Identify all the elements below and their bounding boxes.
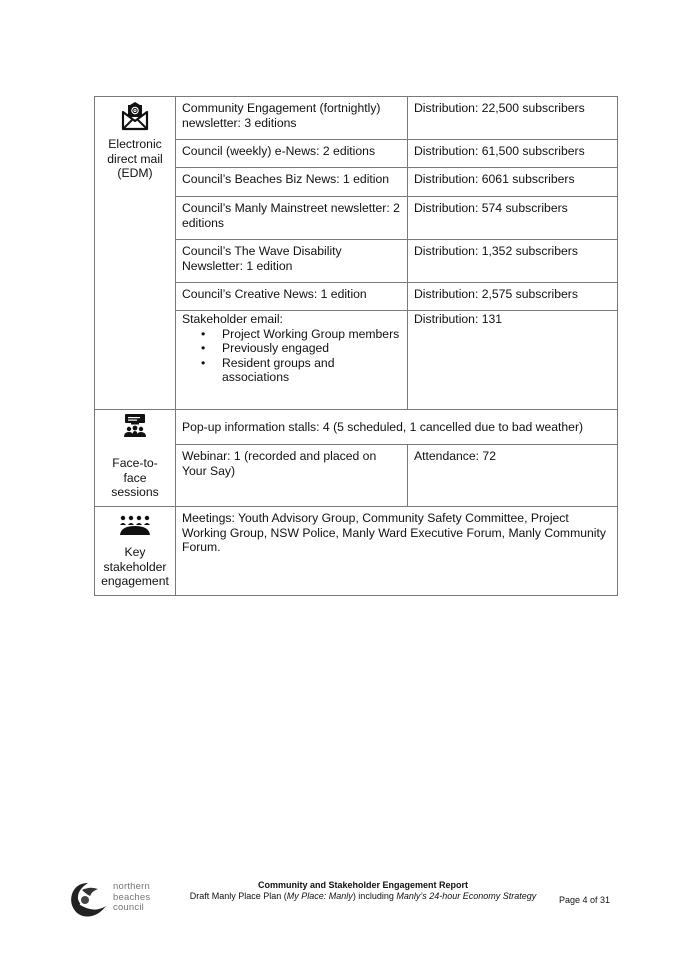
item-cell: Webinar: 1 (recorded and placed on Your Say)	[176, 445, 408, 507]
stakeholder-email-label: Stakeholder email:	[182, 312, 283, 326]
detail-cell: Distribution: 61,500 subscribers	[408, 140, 618, 168]
item-cell: Pop-up information stalls: 4 (5 scheduled, 1 cancelled due to bad weather)	[176, 410, 618, 445]
council-logo-text: northern beaches council	[113, 881, 151, 913]
report-subtitle: Draft Manly Place Plan (My Place: Manly) including Manly’s 24-hour Economy Strategy	[189, 891, 537, 901]
presentation-audience-icon	[122, 414, 148, 442]
page-number: Page 4 of 31	[558, 895, 610, 905]
item-cell: Council (weekly) e-News: 2 editions	[176, 140, 408, 168]
page-footer	[68, 880, 618, 920]
footer-report-title	[178, 880, 548, 902]
category-cell-face-to-face	[95, 410, 176, 507]
engagement-activities-table	[94, 96, 618, 596]
category-label: Key stakeholder engagement	[101, 545, 169, 588]
stakeholder-email-list	[182, 327, 401, 385]
council-logo-icon	[68, 880, 108, 920]
detail-cell: Attendance: 72	[408, 445, 618, 507]
item-cell: Council’s Beaches Biz News: 1 edition	[176, 168, 408, 197]
category-label: Electronic direct mail (EDM)	[107, 137, 163, 180]
table-row	[95, 410, 618, 445]
item-cell	[176, 311, 408, 410]
item-cell: Community Engagement (fortnightly) newsletter: 3 editions	[176, 97, 408, 140]
item-cell: Council’s Manly Mainstreet newsletter: 2 editions	[176, 197, 408, 240]
table-row	[95, 507, 618, 596]
item-cell: Council’s Creative News: 1 edition	[176, 283, 408, 311]
list-item: • Previously engaged	[222, 341, 401, 356]
item-cell: Council’s The Wave Disability Newsletter: 1 edition	[176, 240, 408, 283]
detail-cell: Distribution: 2,575 subscribers	[408, 283, 618, 311]
list-item: • Project Working Group members	[222, 327, 401, 342]
list-item: • Resident groups and associations	[222, 356, 401, 385]
category-cell-edm	[95, 97, 176, 410]
group-meeting-icon	[119, 515, 151, 537]
detail-cell: Distribution: 574 subscribers	[408, 197, 618, 240]
item-cell: Meetings: Youth Advisory Group, Community Safety Committee, Project Working Group, NSW Police, Manly Ward Executive Forum, Manly Community Forum.	[176, 507, 618, 596]
detail-cell: Distribution: 6061 subscribers	[408, 168, 618, 197]
detail-cell: Distribution: 1,352 subscribers	[408, 240, 618, 283]
category-label: Face-to-face sessions	[111, 456, 159, 499]
report-title: Community and Stakeholder Engagement Report	[257, 880, 469, 890]
table-row	[95, 97, 618, 140]
email-envelope-icon	[121, 101, 149, 131]
detail-cell: Distribution: 131	[408, 311, 618, 410]
detail-cell: Distribution: 22,500 subscribers	[408, 97, 618, 140]
category-cell-key-stakeholder	[95, 507, 176, 596]
council-logo	[68, 880, 178, 920]
